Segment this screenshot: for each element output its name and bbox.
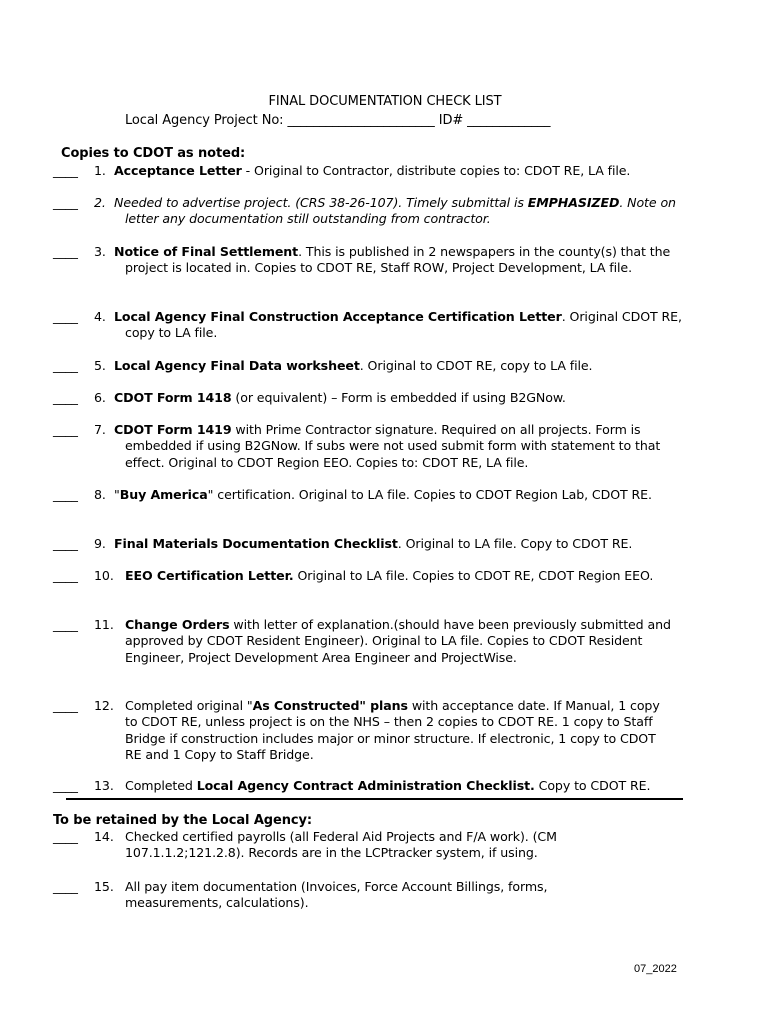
item-lead: CDOT Form 1418: [114, 390, 232, 405]
checklist-item: [53, 244, 683, 277]
item-lead: Acceptance Letter: [114, 163, 242, 178]
item-text: . Note on letter any documentation still outstanding from contractor.: [125, 195, 676, 227]
checkbox-blank[interactable]: ____: [53, 309, 78, 324]
item-number: 9.: [94, 536, 106, 551]
item-text: . Original CDOT RE, copy to LA file.: [125, 309, 682, 341]
item-text: with acceptance date. If Manual, 1 copy to CDOT RE, unless project is on the NHS – then 2 copies to CDOT RE. 1 copy to Staff Bridge if construction includes major or minor structure. If electronic, 1 copy to CDOT RE and 1 Copy to Staff Bridge.: [125, 698, 660, 763]
section-heading-local-agency: To be retained by the Local Agency:: [53, 813, 312, 828]
checklist-item: [53, 390, 683, 406]
item-lead: EEO Certification Letter.: [125, 568, 294, 583]
project-number-line: Local Agency Project No: _______________________ ID# _____________: [125, 113, 551, 128]
item-text: Needed to advertise project. (CRS 38-26-107). Timely submittal is: [114, 195, 528, 210]
item-text: All pay item documentation (Invoices, Force Account Billings, forms, measurements, calculations).: [125, 879, 548, 911]
checkbox-blank[interactable]: ____: [53, 422, 78, 437]
checkbox-blank[interactable]: ____: [53, 829, 78, 844]
checklist-item: [53, 879, 683, 912]
item-lead: Final Materials Documentation Checklist: [114, 536, 398, 551]
item-text: with letter of explanation.(should have been previously submitted and approved by CDOT Resident Engineer). Original to LA file. Copies to CDOT Resident Engineer, Project Development Area Engineer and ProjectWise.: [125, 617, 671, 665]
checklist-item: [53, 309, 683, 342]
item-text: (or equivalent) – Form is embedded if using B2GNow.: [231, 390, 566, 405]
item-number: 8.: [94, 487, 106, 502]
item-number: 10.: [94, 568, 114, 583]
section-heading-cdot: Copies to CDOT as noted:: [61, 146, 246, 161]
item-text: Original to LA file. Copies to CDOT RE, CDOT Region EEO.: [293, 568, 654, 583]
item-number: 15.: [94, 879, 114, 894]
checkbox-blank[interactable]: ____: [53, 358, 78, 373]
item-emphasis: EMPHASIZED: [527, 195, 620, 210]
item-text: . Original to LA file. Copy to CDOT RE.: [397, 536, 633, 551]
checkbox-blank[interactable]: ____: [53, 568, 78, 583]
item-number: 11.: [94, 617, 114, 632]
item-number: 1.: [94, 163, 106, 178]
checkbox-blank[interactable]: ____: [53, 698, 78, 713]
item-lead: Local Agency Final Data worksheet: [114, 358, 360, 373]
checklist-item: [53, 778, 683, 794]
item-text: - Original to Contractor, distribute copies to: CDOT RE, LA file.: [241, 163, 631, 178]
checkbox-blank[interactable]: ____: [53, 778, 78, 793]
item-text: Checked certified payrolls (all Federal Aid Projects and F/A work). (CM 107.1.1.2;121.2.8). Records are in the LCPtracker system, if using.: [125, 829, 557, 861]
item-number: 6.: [94, 390, 106, 405]
checkbox-blank[interactable]: ____: [53, 536, 78, 551]
checklist-item: [53, 617, 683, 666]
item-number: 7.: [94, 422, 106, 437]
item-lead: CDOT Form 1419: [114, 422, 232, 437]
item-lead: Local Agency Final Construction Acceptance Certification Letter: [114, 309, 562, 324]
checkbox-blank[interactable]: ____: [53, 390, 78, 405]
checkbox-blank[interactable]: ____: [53, 617, 78, 632]
checkbox-blank[interactable]: ____: [53, 487, 78, 502]
item-number: 3.: [94, 244, 106, 259]
checkbox-blank[interactable]: ____: [53, 195, 78, 210]
version-footer: 07_2022: [634, 963, 677, 975]
item-number: 13.: [94, 778, 114, 793]
item-number: 12.: [94, 698, 114, 713]
item-text: . Original to CDOT RE, copy to LA file.: [359, 358, 593, 373]
checklist-item: [53, 829, 683, 862]
checkbox-blank[interactable]: ____: [53, 244, 78, 259]
item-text: Copy to CDOT RE.: [534, 778, 651, 793]
item-text: " certification. Original to LA file. Copies to CDOT Region Lab, CDOT RE.: [207, 487, 652, 502]
checklist-item: [53, 358, 683, 374]
checklist-item: [53, 568, 683, 584]
checkbox-blank[interactable]: ____: [53, 163, 78, 178]
item-text: . This is published in 2 newspapers in the county(s) that the project is located in. Copies to CDOT RE, Staff ROW, Project Development, LA file.: [125, 244, 671, 276]
item-lead: Notice of Final Settlement: [114, 244, 299, 259]
item-lead: As Constructed" plans: [252, 698, 408, 713]
checklist-item: [53, 487, 683, 503]
item-lead: Local Agency Contract Administration Checklist.: [196, 778, 535, 793]
checklist-item: [53, 422, 683, 471]
item-text: Completed original ": [125, 698, 253, 713]
item-number: 4.: [94, 309, 106, 324]
item-lead: Buy America: [119, 487, 208, 502]
checkbox-blank[interactable]: ____: [53, 879, 78, 894]
item-text: with Prime Contractor signature. Required on all projects. Form is embedded if using B2GNow. If subs were not used submit form with statement to that effect. Original to CDOT Region EEO. Copies to: CDOT RE, LA file.: [125, 422, 661, 470]
section-divider: [66, 798, 683, 800]
item-lead: Change Orders: [125, 617, 230, 632]
item-text: Completed: [125, 778, 197, 793]
page-title: FINAL DOCUMENTATION CHECK LIST: [268, 94, 502, 109]
checklist-item: [53, 163, 683, 179]
checklist-item: [53, 195, 683, 228]
checklist-item: [53, 536, 683, 552]
item-number: 2.: [94, 195, 106, 210]
item-number: 5.: [94, 358, 106, 373]
item-number: 14.: [94, 829, 114, 844]
item-text: ": [114, 487, 120, 502]
checklist-item: [53, 698, 683, 764]
